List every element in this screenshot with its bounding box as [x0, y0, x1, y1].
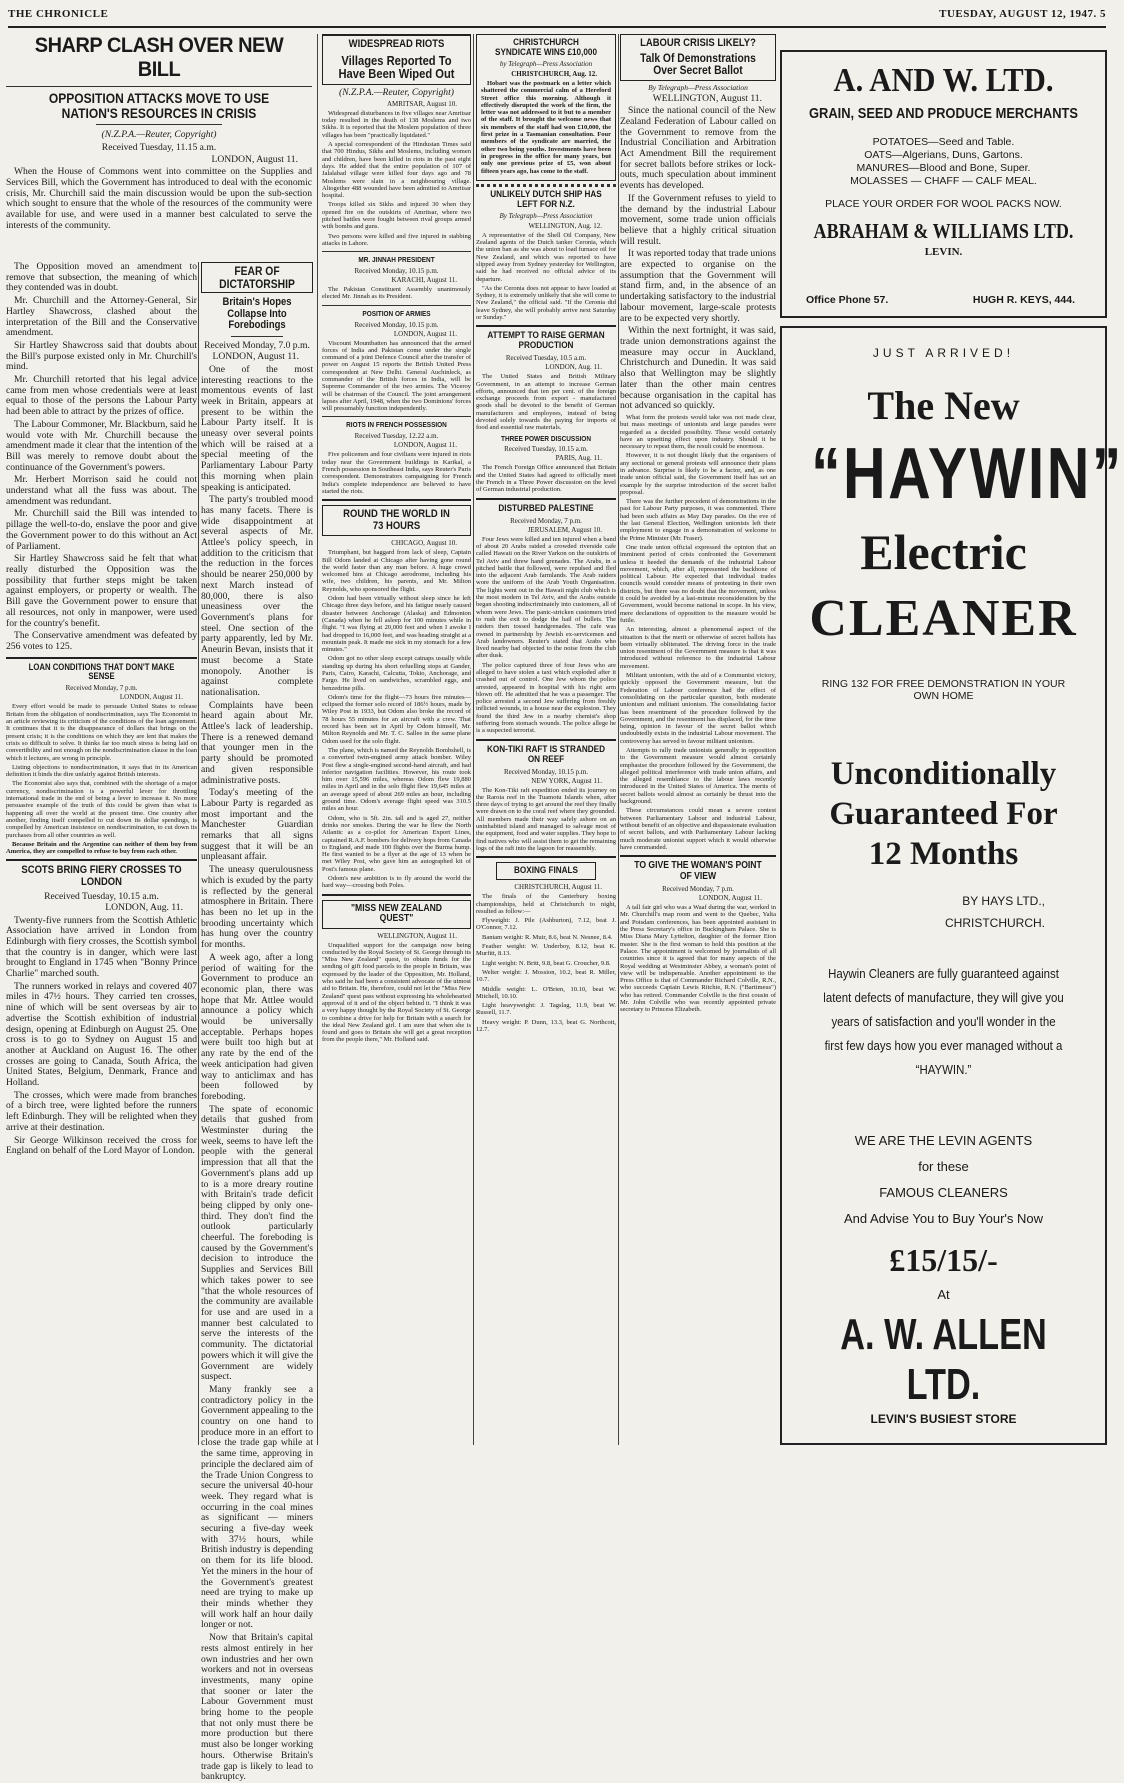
paragraph: The police captured three of four Jews who are alleged to have stolen a taxi which exploded after it crashed out of control. One Jew whom the police arrested, appeared in hospital with his right arm blown off. He admitted that he was a passenger. The police arrested a second Jew suffering from freshly inflicted wounds, in a house near the explosion. They found the third Jew in a nearby chemist's shop suffering from stomach wounds. The police allege he is a suspected terrorist. [476, 661, 616, 735]
received: Received Tuesday, 10.15 a.m. [504, 445, 588, 454]
paragraph: These circumstances could mean a severe contest between Parliamentary Labour and industrial Labour, without benefit of an objective and dispassionate evaluation of secret ballots, and with Parliamentary Labour lacking much moderate unionist support which it would otherwise have commanded. [620, 807, 776, 851]
headline-box [620, 34, 776, 81]
received: Received Monday, 10.15 p.m. [354, 320, 439, 329]
paragraph: One of the most interesting reactions to the momentous events of last week in Britain, appears at present to be within the Labour Party itself. It is uneasy over several points which will be raised at a special meeting of the Parliamentary Labour Party this morning when plain speaking is anticipated. [201, 363, 313, 493]
paragraph: Four Jews were killed and ten injured when a band of about 20 Arabs raided a crowded riverside cafe called Hawaii on the River Yarkon on the outskirts of Tel Aviv and threw hand grenades. The Arabs, in a pitched battle that followed, were repulsed and fled into the adjacent Arab farmlands. The Arab raiders wore the uniform of the Arab Youth Organisation. The lights went out in the Hawaii night club which is the most modern in Tel Aviv, and the Arabs outside began shooting indiscriminately into customers, all of whom were Jews. The panic-stricken customers tried to rush the exit to dodge the hail of bullets. The raiders then tossed handgrenades. The cafe was owned in partnership by Jewish ex-servicemen and Arab landowners. Reuter's stated that Arabs who lived nearby had objected to the noise from the club after dusk. [476, 535, 616, 660]
headline: DISTURBED PALESTINE [498, 502, 594, 514]
paragraph: The Pakistan Constituent Assembly unanimously elected Mr. Jinnah as its President. [322, 286, 471, 301]
ad-products [782, 136, 1105, 188]
column-5 [620, 34, 776, 1445]
paragraph: Odom's time for the flight—73 hours five minutes—eclipsed the former solo record of 186½ hours, made by Wiley Post in 1933, but Odom also broke the record of 78 hours 55 minutes for an aircraft with a crew. That record has been set in April by Odom himself, Mr. Milton Reynolds and Mr. T. C. Sallee in the same plane Odom used for the solo flight. [322, 693, 471, 745]
dateline: KARACHI, August 11. [391, 276, 457, 285]
column-1a [6, 262, 197, 1445]
divider [476, 184, 616, 187]
paragraph: The Economist also says that, combined with the shortage of a major currency, nondiscrimination is a powerful lever for throttling international trade in the end of being a lever to increase it. No more persuasive example of the truth of this could be given than what is happening all over the world at the present time. One country after another, finding itself compelled to cut down its dollar spendings, is compelled by American insistence on nondiscrimination, to cut down its purchases from all other countries as well. [6, 780, 197, 839]
paragraph: Widespread disturbances in five villages near Amritsar today resulted in the death of 138 Moslems and two Sikhs. It is reported that the Moslem population of three villages has been "practically liquidated." [322, 109, 471, 139]
headline: SCOTS BRING FIERY CROSSES TO LONDON [21, 864, 182, 888]
dateline: NEW YORK, August 11. [531, 776, 602, 785]
divider [620, 855, 776, 857]
result-line: Heavy weight: P. Dunn, 13.3, beat G. Northcott, 12.7. [476, 1018, 616, 1033]
ad-haywin-name: “HAYWIN” [811, 434, 1124, 514]
agency: By Telegraph—Press Association [499, 211, 593, 220]
headline-box [322, 505, 471, 536]
story-sharp-clash [6, 34, 312, 262]
result-line: Middle weight: L. O'Brien, 10.10, beat W. Mitchell, 10.10. [476, 985, 616, 1000]
advert-abraham-williams [780, 50, 1107, 318]
dateline: WELLINGTON, August 11. [377, 931, 457, 940]
story-german-production [476, 331, 616, 493]
subheadline: Talk Of Demonstrations Over Secret Ballot [640, 50, 756, 78]
paragraph: The uneasy querulousness which is exuded by the party is reflected by the general atmosphere in Britain. There has been no let up in the brooding uncertainty which has hung over the country for months. [201, 864, 313, 951]
received: Received Tuesday, 12.22 a.m. [354, 432, 439, 441]
headline: WIDESPREAD RIOTS [348, 38, 445, 50]
ad-product-line: OATS—Algerians, Duns, Gartons. [864, 148, 1023, 161]
divider [476, 325, 616, 327]
dateline: CHRISTCHURCH, Aug. 12. [511, 69, 597, 78]
ad-agents [782, 1128, 1105, 1232]
result-line: Feather weight: W. Underboy, 8.12, beat K. Murfitt, 8.13. [476, 943, 616, 958]
paragraph: Since the national council of the New Zealand Federation of Labour called on the Government to remove from the Industrial Conciliation and Arbitration Act Amendment Bill the requirement for secret ballots before strikes or lock-outs, much speculation about imminent events has developed. [620, 105, 776, 192]
ad-guarantee-line: 12 Months [868, 836, 1019, 872]
paragraph: The Labour Commoner, Mr. Blackburn, said he would vote with Mr. Churchill because the amendment made it clear that the intention of the Bill was merely to remove doubt about the continuance of the Government's powers. [6, 418, 197, 473]
ad-product-line: MANURES—Blood and Bone, Super. [856, 161, 1031, 174]
paragraph: Viscount Mountbatten has announced that the armed forces of India and Pakistan come under the single command of a joint Defence Council after the transfer of power on August 15 reports the British United Press correspondent at New Delhi. General Auchinleck, as commander of the British forces in India, will be Supreme Commander of the two armies. The Viceroy will be chairman of the Council. The joint arrangement lapses after April, 1948, when the two Dominions' forces will presumably function independently. [322, 339, 471, 413]
column-rule [618, 34, 619, 1445]
story-miss-nz [322, 900, 471, 1044]
divider [322, 305, 471, 306]
paragraph: The finals of the Canterbury boxing championships, held at Christchurch to night, resulted as follow:— [476, 893, 616, 915]
paragraph: Sir George Wilkinson received the cross for England on behalf of the Lord Mayor of London. [6, 1134, 197, 1157]
subhead-three-power: THREE POWER DISCUSSION [501, 433, 591, 443]
story-riots [322, 34, 471, 85]
received: Received Monday, 7 p.m. [662, 885, 734, 894]
paragraph: The French Foreign Office announced that Britain and the United States had agreed to officially meet the French in a Three Power discussion on the level of German industrial production. [476, 464, 616, 494]
received: Received Monday, 7 p.m. [510, 516, 582, 525]
paragraph: Troops killed six Sikhs and injured 30 when they opened fire on the outskirts of Amritsar, where two pitched battles were fought between rival groups armed with bombs and guns. [322, 201, 471, 231]
paragraph: Mr. Churchill retorted that his legal advice came from men whose credentials were at least equal to those of the persons the Labour Party had been able to attract by the prizes of office. [6, 374, 197, 418]
agency: By Telegraph—Press Association [648, 82, 748, 92]
paragraph: Within the next fortnight, it was said, trade union demonstrations against the measure may occur in Auckland, Christchurch and Dunedin. It was said also that Wellington may be slightly later than the other main centres because organisation in the capital has not advanced so quickly. [620, 325, 776, 412]
headline: CHRISTCHURCH SYNDICATE WINS £10,000 [494, 37, 598, 58]
masthead-date: TUESDAY, AUGUST 12, 1947. 5 [939, 8, 1106, 20]
ad-slogan: LEVIN'S BUSIEST STORE [870, 1412, 1017, 1426]
subheadline: OPPOSITION ATTACKS MOVE TO USE NATION'S RESOURCES IN CRISIS [48, 90, 270, 121]
paragraph: The runners worked in relays and covered 407 miles in 47½ hours. They carried ten crosses, nine of which will be sent overseas by air to advertise the Scottish exhibition of industrial design, opening at Edinburgh on August 25. One cross is to go to Sydney on August 15 and another at Auckland on August 16. The other crosses are going to Canada, South Africa, the United States, Belgium, Denmark, France and Holland. [6, 980, 197, 1089]
paragraph: Mr. Churchill and the Attorney-General, Sir Hartley Shawcross, clashed about the interpretation of the Bill and the Conservative amendment. [6, 295, 197, 339]
paragraph: Militant unionism, with the aid of a Communist victory, quickly opposed the Government measure, but the Federation of Labour conference had the effect of consolidating on the particular question, both moderate unionism and militant unionism. The consolidating factor has been resentment of the procedure followed by the Government, and the resentment has displaced, for the time being, opinion in favour of the secret ballot which undoubtedly exists in the industrial Labour movement. The controversy has served to favour militant unionism. [620, 672, 776, 745]
headline: LOAN CONDITIONS THAT DON'T MAKE SENSE [28, 661, 175, 682]
dateline: CHRISTCHURCH, August 11. [514, 883, 602, 892]
ad-guarantee-line: Unconditionally [830, 756, 1057, 792]
paragraph: Complaints have been heard again about Mr. Attlee's lack of leadership. There is a renewed demand that younger men in the party should be promoted and given responsible administrative posts. [201, 699, 313, 786]
divider [96, 124, 222, 125]
headline: LABOUR CRISIS LIKELY? [640, 37, 756, 49]
paragraph: The spate of economic details that gushed from Westminster during the week, seems to have left the people with the general impression that all that the Government's plans add up to is a more dreary routine with Britain's trade deficit being clipped by only one-third. They don't find the outlook particularly cheerful. The foreboding is caused by the Government's decision to introduce the Supplies and Services Bill which takes power to see "that the whole resources of the community are available for use and are used in a manner best calculated to serve the interests of the community. The dictatorial powers which it will give the Government are widely suspect. [201, 1103, 313, 1383]
ad-supplier [782, 890, 1105, 934]
story-womans-view [620, 861, 776, 1013]
dateline: LONDON, August 11. [119, 693, 183, 702]
received: Received Monday, 10.15 p.m. [354, 267, 439, 276]
subheadline: Villages Reported To Have Been Wiped Out [338, 52, 455, 82]
column-rule [198, 262, 199, 1445]
story-palestine [476, 504, 616, 735]
story-round-world [322, 505, 471, 889]
dateline: CHICAGO, August 10. [391, 539, 457, 548]
headline-box [201, 262, 313, 293]
story-labour-crisis [620, 34, 776, 851]
received: Received Tuesday, 10.5 a.m. [505, 354, 587, 363]
paragraph: The plane, which is named the Reynolds Bombshell, is a converted twin-engined army attack bomber. Wiley Post flew a single-engined second-hand aircraft, and had inferior navigation facilities. However, his route took him over 15,596 miles, whereas Odom flew 19,880 miles in April and in the solo flight flew 19,645 miles at an average speed of about 269 miles an hour, including ground time. Odom's average flight speed was 310.5 miles an hour. [322, 746, 471, 813]
ad-brand: A. AND W. LTD. [833, 62, 1054, 99]
result-line: Welter weight: J. Mossion, 10.2, beat R. Miller, 10.7. [476, 968, 616, 984]
paragraph: Two persons were killed and five injured in stabbing attacks in Lahore. [322, 232, 471, 247]
divider [6, 657, 197, 659]
ad-price: £15/15/- [889, 1242, 998, 1278]
result-line: Light weight: N. Britt, 9.8, beat G. Croucher, 9.8. [482, 959, 611, 967]
headline: FEAR OF DICTATORSHIP [219, 264, 295, 291]
paragraph: A week ago, after a long period of waiting for the Government to produce an economic plan, there was hope that Mr. Attlee would announce a policy which would be universally acceptable. Perhaps hopes were built too high but at any rate by the end of the week anticipation had given way to anticlimax and has been followed by foreboding. [201, 951, 313, 1102]
paragraph: Now that Britain's capital rests almost entirely in her own industries and her own workers and not in overseas investments, many opine that sooner or later the Labour Government must bring home to the people that not only must there be more production but there must also be longer working hours. Otherwise Britain's trade gap is likely to lead to bankruptcy. [201, 1632, 313, 1783]
ad-agents-line: for these [918, 1159, 969, 1174]
divider [476, 856, 616, 858]
subhead-french: RIOTS IN FRENCH POSSESSION [346, 420, 447, 430]
paragraph: The party's troubled mood has many facets. There is wide disappointment at several aspects of Mr. Attlee's policy speech, in addition to the criticism that the reduction in the forces should be nearer 250,000 by next March instead of 80,000, there is also uneasiness over the Government's plans for steel. One section of the party apparently, led by Mr. Aneurin Bevan, insists that it must become a State monopoly. Another is against complete nationalisation. [201, 494, 313, 698]
story-dutch-ship [476, 190, 616, 322]
column-rule [317, 34, 318, 1445]
headline: SHARP CLASH OVER NEW BILL [34, 34, 284, 81]
ad-at: At [937, 1287, 950, 1302]
ad-electric: Electric [860, 524, 1027, 580]
paragraph: A special correspondent of the Hindustan Times said that 700 Hindus, Sikhs and Moslems, including women and children, have been killed in riots in the past eight days. He added that the entire population of 107 of Jalalabad village were killed four days ago and 78 Moslems were slain in a neighbouring village. Altogether 488 wounded have been admitted to Amritsar hospital. [322, 141, 471, 200]
paragraph: "As the Ceronia does not appear to have loaded at Sydney, it is extremely unlikely that she will come to New Zealand," the official said. "If the Ceronia did leave Sydney, she will probably arrive next Saturday or Sunday." [476, 284, 616, 321]
column-rule [473, 34, 474, 1445]
ad-cleaner: CLEANER [809, 590, 1078, 647]
received: Received Monday, 7 p.m. [65, 684, 138, 693]
agency: (N.Z.P.A.—Reuter, Copyright) [101, 129, 217, 141]
ad-order-note: PLACE YOUR ORDER FOR WOOL PACKS NOW. [825, 197, 1062, 210]
agency: (N.Z.P.A.—Reuter, Copyright) [339, 86, 454, 98]
ad-the-new: The New [867, 383, 1020, 428]
paragraph: Mr. Churchill said the Bill was intended to pillage the well-to-do, enslave the poor and give the Government power to do this without an Act of Parliament. [6, 508, 197, 552]
subhead-jinnah: MR. JINNAH PRESIDENT [358, 255, 435, 265]
ad-product-line: POTATOES—Seed and Table. [872, 135, 1015, 148]
ad-product-line: MOLASSES — CHAFF — CALF MEAL. [850, 174, 1037, 187]
paragraph: Sir Hartley Shawcross said that doubts about the Bill's purpose existed only in Mr. Churchill's mind. [6, 339, 197, 373]
paragraph: A representative of the Shell Oil Company, New Zealand agents of the Dutch tanker Ceronia, which the union ban as she was about to load furnace oil for New Zealand, and which was reported to have slipped away from Sydney yesterday for Wellington, said he had received no official advice of its departure. [476, 231, 616, 283]
paragraph: Five policemen and four civilians were injured in riots today near the Government buildings in Karikal, a French possession in Southeast India, says Reuter's Paris correspondent. Demonstrators campaigning for French India's complete independence are believed to have started the riots. [322, 451, 471, 495]
ad-firm: ABRAHAM & WILLIAMS LTD. [813, 218, 1074, 243]
paragraph: Triumphant, but haggard from lack of sleep, Captain Bill Odom landed at Chicago after having gone round the world faster than any man before. A huge crowd welcomed him at Chicago aerodrome, including his wife, two children, his parents, and Mr. Milton Reynolds, who sponsored the flight. [322, 549, 471, 593]
ad-agents-line: And Advise You to Buy Your's Now [843, 1211, 1044, 1226]
headline-box [496, 862, 596, 880]
ad-manager: HUGH R. KEYS, 444. [972, 294, 1075, 306]
paragraph: Attempts to rally trade unionists generally in opposition to the Government measure would almost certainly emphasise the procedure followed by the Government, the alleged political interference with trade union affairs, and the alleged resemblance to the labour laws recently introduced in the United States of America. The merits of secret ballots would almost as certainly be thrust into the background. [620, 746, 776, 806]
column-4 [476, 34, 616, 1445]
paragraph: Sir Hartley Shawcross said he felt that what really disturbed the Opposition was the possibility that further steps might be taken against employers, or property or wealth. The Bill gave the Government power to ensure that all resources, not only in manpower, were used for the country's benefit. [6, 553, 197, 629]
paragraph: There was the further precedent of demonstrations in the past for Labour Party purposes, it was commented. There had been such affairs as May Day parades. On the eve of the last General Election, Wellington unionists left their employment to engage in a demonstration of welcome to the Prime Minister (Mr. Fraser). [620, 498, 776, 542]
paragraph: Odom had been virtually without sleep since he left Chicago three days before, and his fatigue nearly caused disaster between Anchorage (Alaska) and Edmonton (Canada) when he fell asleep for 100 minutes while in flight. "I was flying at 20,000 feet and when I awoke I had dropped to 16,000 feet, and was heading straight at a mountain peak. It made me sick in my stomach for a few minutes." [322, 595, 471, 654]
paragraph: The Kon-Tiki raft expedition ended its journey on the Raroia reef in the Tuamotu Islands when, after three days of trying to get around the reef they finally were drawn on to the coral reef where they grounded. All members made their way safely ashore on an uninhabited island and managed to salvage most of the equipment, food and water supplies. They hope to find natives who will assist them to get the remaining logs of the raft into the lagoon for reassembly. [476, 786, 616, 852]
ad-phone: Office Phone 57. [806, 294, 889, 306]
paragraph: One trade union official expressed the opinion that an imminent period of crisis confronted the Government unless it heeded the demands of the industrial Labour movement, which, after all, represented the backbone of political Labour. He expected that individual trades councils would consider means of protesting in their own districts, but there was no doubt that the movement, unless it could be avoided by a last-minute reconsideration by the Government, would become national in scope. In his view, mere declarations of opposition to the measure would be futile. [620, 543, 776, 624]
paragraph: The United States and British Military Government, in an attempt to increase German efforts, announced that ten per cent. of the foreign exchange proceeds from export - manufactured goods shall be devoted to the benefit of German manufacturers and employees, instead of being devoted solely towards the paying for imports of food and essential raw materials. [476, 373, 616, 432]
divider [476, 498, 616, 500]
story-fiery-crosses [6, 865, 197, 1157]
divider [322, 416, 471, 417]
ad-tagline: GRAIN, SEED AND PRODUCE MERCHANTS [808, 105, 1078, 122]
paragraph: It was reported today that trade unions are expected to organise on the assumption that the Government will stand firm, and, in the absence of an undertaking satisfactory to the industrial labour movement, large-scale protests are to be expected very shortly. [620, 248, 776, 324]
paragraph: Every effort would be made to persuade United States to release Britain from the obligation of nondiscrimination, says The Economist in an article reviewing its criticism of the conditions of the loan agreement. It continues that it is the disappearance of dollars that brings on the present crisis; it is the conditions on which they are lent that makes the crisis so difficult to solve. It thinks far too much stress is being laid on convertibility and not enough on the nondiscrimination clause in the loan which it lectures, are wrong in principle. [6, 703, 197, 762]
headline: TO GIVE THE WOMAN'S POINT OF VIEW [634, 860, 762, 882]
ad-agents-line: FAMOUS CLEANERS [879, 1185, 1008, 1200]
paragraph-bold: Because Britain and the Argentine can neither of them buy from America, they are compelled to refuse to buy from each other. [6, 840, 197, 856]
paragraph: Listing objections to nondiscrimination, it says that in its American definition it binds the dire unfairly against British interests. [6, 763, 197, 779]
ad-guarantee [782, 754, 1105, 874]
ad-just-arrived: JUST ARRIVED! [872, 346, 1015, 360]
headline: ROUND THE WORLD IN 73 HOURS [343, 508, 450, 532]
headline: "MISS NEW ZEALAND QUEST" [350, 902, 443, 925]
headline: ATTEMPT TO RAISE GERMAN PRODUCTION [487, 330, 605, 352]
paragraph: Hobart was the postmark on a letter which shattered the commercial calm of a Hereford Street office this morning. Although it effectively disrupted the work of the firm, the letter was not addressed to it but to a member of the staff. It brought the welcome news that six members of the staff had won £10,000, the first prize in a Tasmanian consultation. Four members of the syndicate are married, the other two being youths. Investments have been in progress in the office for many years, but only one previous prize of £5, won about fifteen years ago, has come to the staff. [481, 79, 611, 175]
paragraph: The Conservative amendment was defeated by 256 votes to 125. [6, 630, 197, 652]
story-kon-tiki [476, 745, 616, 853]
dateline: WELLINGTON, Aug. 12. [528, 221, 602, 230]
paragraph: Twenty-five runners from the Scottish Athletic Association have arrived in London from Edinburgh with fiery crosses, the Scottish symbol that the country is in danger, which were last brought to England in 1745 when "Bonny Prince Charlie" marched south. [6, 914, 197, 980]
received: Received Tuesday, 11.15 a.m. [101, 142, 217, 154]
ad-supplier-name: BY HAYS LTD., [962, 894, 1045, 908]
ad-agents-line: WE ARE THE LEVIN AGENTS [854, 1133, 1033, 1148]
paragraph: Odom, who is 5ft. 2in. tall and is aged 27, neither drinks nor smokes. During the war he flew the North Atlantic as a co-pilot for American Export Lines, captained R.A.F. bombers for delivery hops from Canada to England, and made 100 flights over the Burma hump. He first wanted to be a flyer at the age of 13 when he met Wiley Post, who gave him an autographed kit of Post's famous plane. [322, 814, 471, 873]
paragraph: Unqualified support for the campaign now being conducted by the Royal Society of St. George through its "Miss New Zealand" quest, to obtain funds for the sending of gift food parcels to the people in Britain, was expressed by the leader of the Opposition, Mr. Holland, who said he had been a consistent advocate of the utmost aid to Britain. He, therefore, could not let the "Miss New Zealand" quest pass without expressing his wholehearted approval of it and of the object behind it. "I think it was a very happy thought by the Royal Society of St. George to combine a drive for help for Britain with a search for the ideal New Zealand girl. I am sure that when she is found and goes to Britain she will get a great reception from the people there," Mr. Holland said. [322, 941, 471, 1044]
advert-haywin [780, 326, 1124, 1445]
dateline: LONDON, August 11. [211, 153, 298, 165]
divider [476, 739, 616, 741]
subheadline: Britain's Hopes Collapse Into Forebodings [222, 296, 292, 332]
paragraph: What form the protests would take was not made clear, but mass meetings of unionists and large parades were regarded as a decided possibility. These would certainly have an upsetting effect upon industry. Should it be necessary to repeat them, the result could be enormous. [620, 413, 776, 451]
paragraph: An interesting, almost a phenomenal aspect of the situation is that the merit or otherwise of secret ballots has been virtually obliterated. The driving force in the trade union resentment of the Government measure is that it was introduced without reference to the industrial Labour movement. [620, 626, 776, 670]
dateline: LONDON, Aug. 11. [105, 902, 183, 914]
story-sharp-clash-cont [6, 262, 197, 653]
dateline: LONDON, August 11. [698, 894, 762, 903]
received: Received Monday, 7.0 p.m. [204, 339, 310, 351]
masthead-title: THE CHRONICLE [8, 8, 109, 20]
paragraph: Many frankly see a contradictory policy in the Government appealing to the country on one hand to produce more in an effort to close the trade gap while at the same time, approving in principle the declared aim of the Trade Union Congress to secure the universal 40-hour week. They regard what is occurring in the coal mines as significant — miners securing a five-day week with 37½ hours, while British industry is depending on them for its life blood. Yet the miners in the hour of the Government's greatest need are trying to make up their minds whether they will work half an hour daily longer or not. [201, 1383, 313, 1631]
received: Received Monday, 10.15 p.m. [503, 767, 589, 776]
lead-paragraph: When the House of Commons went into committee on the Supplies and Services Bill, which the Government has introduced to deal with the economic crisis, Mr. Churchill said the main discussion would be upon the sub-section which sought to ensure that the whole of the resources of the community were available for use, and were used in a manner best calculated to serve the interests of the community. [6, 166, 312, 231]
headline-box [322, 900, 471, 929]
paragraph: Odom got no other sleep except catnaps usually while standing up during his short refuelling stops at Gander, Paris, Cairo, Karachi, Calcutta, Tokio, Anchorage, and Fargo. He lived on sandwiches, scrambled eggs, and benzedrine pills. [322, 655, 471, 692]
dateline: WELLINGTON, August 11. [652, 92, 762, 104]
divider [231, 336, 283, 337]
ad-ring-demo: RING 132 FOR FREE DEMONSTRATION IN YOUR OWN HOME [821, 678, 1066, 702]
result-line: Flyweight: J. Pile (Ashburton), 7.12, beat J. O'Connor, 7.12. [476, 917, 616, 932]
story-syndicate [476, 34, 616, 181]
story-dictatorship [201, 262, 313, 1783]
dateline: AMRITSAR, August 10. [386, 99, 457, 108]
story-loan [6, 663, 197, 856]
dateline: LONDON, August 11. [393, 441, 457, 450]
paragraph: If the Government refuses to yield to the demand by the industrial Labour movement, some trade union officials believe that a highly critical situation will result. [620, 192, 776, 247]
received: Received Tuesday, 10.15 a.m. [44, 890, 159, 902]
paragraph: The crosses, which were made from branches of a birch tree, were lighted before the runners left Edinburgh. They will be relighted when they arrive at their destination. [6, 1089, 197, 1133]
paragraph: However, it is not thought likely that the organisers of any sectional or general protests will announce their plans in advance. Surprise is likely to be a factor, and, as one trade union official said, the Government itself has set an example by the surprise introduction of the secret ballot proposal. [620, 452, 776, 496]
result-line: Light heavyweight: J. Tagslag, 11.9, beat W. Russell, 11.7. [476, 1002, 616, 1017]
paragraph: Today's meeting of the Labour Party is regarded as most important and the Manchester Guardian remarks that all signs suggest that it will be an unpleasant affair. [201, 787, 313, 863]
paragraph: A tall fair girl who was a Waaf during the war, worked in Mr. Churchill's map room and went to the Quebec, Yalta and Potsdam conferences, has been appointed assistant in the Press Secretary's office in Buckingham Palace. She is Miss Diana Mary Lyttelton, daughter of the former Eton master. She is the first woman to hold this position at the Palace. The appointment is welcomed by journalists of all countries since it is agreed that for many aspects of the Royal wedding at Westminster Abbey, a woman's point of view will be indispensable. Another appointment to the Press Office is that of Commander Richard Colville, R.N., who succeeds Captain Lewis Ritchie, R.N. ("Bartimeus") who has retired. Commander Colville is the first cousin of Mr. John Colville who was recently appointed private secretary to Princess Elizabeth. [620, 904, 776, 1014]
headline: BOXING FINALS [513, 865, 578, 877]
dateline: LONDON, August 11. [393, 329, 457, 338]
result-line: Bantam weight: R. Muir, 8.6, beat N. Nesnee, 8.4. [482, 933, 613, 941]
column-3 [322, 34, 471, 1445]
paragraph: The Opposition moved an amendment to remove that subsection, the meaning of which they contended was in doubt. [6, 261, 197, 294]
story-boxing [476, 862, 616, 1033]
subhead-armies: POSITION OF ARMIES [362, 308, 431, 318]
paragraph: Mr. Herbert Morrison said he could not understand what all the fuss was about. The amendment was redundant. [6, 474, 197, 507]
paragraph: Odom's new ambition is to fly around the world the hard way—crossing both Poles. [322, 875, 471, 890]
dateline: PARIS, Aug. 11. [555, 454, 602, 463]
agency: by Telegraph—Press Association [499, 59, 593, 68]
dateline: LONDON, August 11. [212, 351, 299, 363]
headline: KON-TIKI RAFT IS STRANDED ON REEF [486, 743, 606, 765]
ad-store: A. W. ALLEN LTD. [840, 1310, 1047, 1409]
divider [322, 499, 471, 501]
ad-town: LEVIN. [924, 245, 963, 258]
headline: UNLIKELY DUTCH SHIP HAS LEFT FOR N.Z. [490, 188, 602, 210]
divider [322, 894, 471, 896]
ad-body-copy: Haywin Cleaners are fully guaranteed against latent defects of manufacture, they will give you years of satisfaction and you'll wonder in the first few days how you ever managed without a “HAYWIN.” [823, 966, 1064, 1077]
divider [6, 86, 312, 87]
ad-guarantee-line: Guaranteed For [829, 796, 1058, 832]
dateline: LONDON, Aug. 11. [545, 363, 602, 372]
divider [322, 251, 471, 252]
ad-supplier-city: CHRISTCHURCH. [945, 916, 1045, 930]
dateline: JERUSALEM, August 10. [527, 525, 602, 534]
divider [6, 859, 197, 861]
masthead [8, 4, 1106, 28]
